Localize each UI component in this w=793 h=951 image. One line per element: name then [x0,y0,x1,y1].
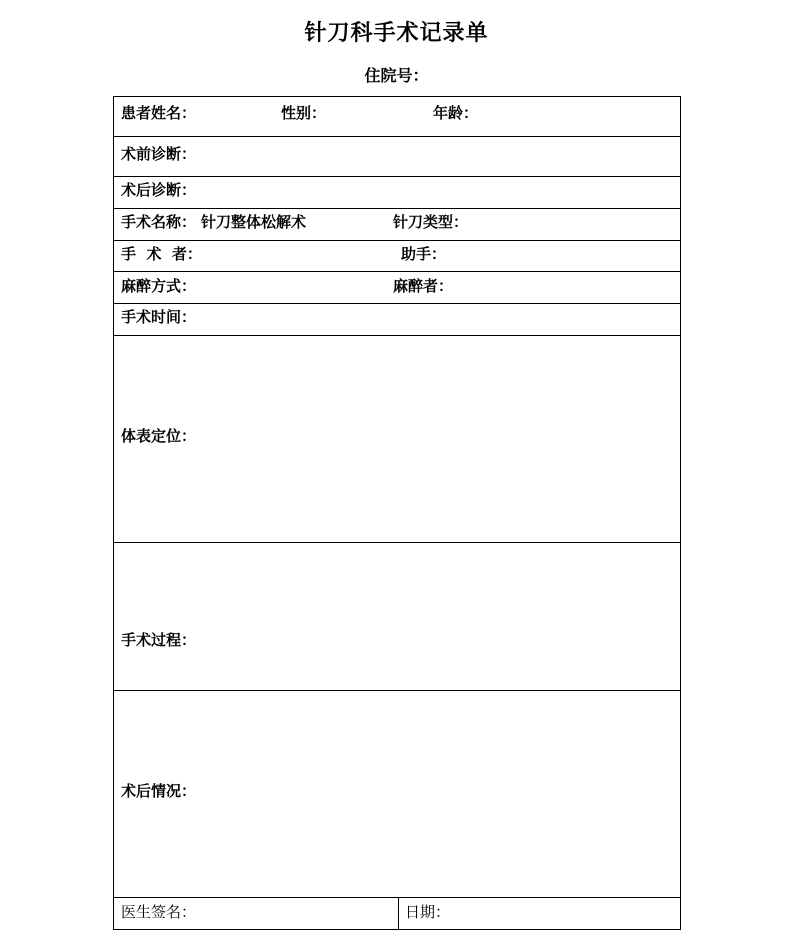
row-postop-condition [113,690,681,898]
admission-number-label: 住院号： [364,66,429,85]
age-label: 年龄： [433,104,479,122]
row-surgical-procedure [113,542,681,690]
row-patient-info [113,96,681,137]
surgery-name-value: 针刀整体松解术 [201,213,307,231]
row-body-surface-positioning [113,335,681,543]
surgery-name-label: 手术名称： [121,213,197,231]
row-preop-diagnosis [113,136,681,177]
form-title: 针刀科手术记录单 [304,20,489,46]
postop-diagnosis-label: 术后诊断： [121,181,197,199]
doctor-signature-label: 医生签名： [121,903,197,921]
row-surgery-name [113,208,681,241]
signature-divider [398,898,399,929]
surgical-procedure-label: 手术过程： [121,631,197,649]
body-surface-positioning-label: 体表定位： [121,427,197,445]
surgeon-label: 手 术 者： [121,245,202,263]
assistant-label: 助手： [401,245,447,263]
postop-condition-label: 术后情况： [121,782,197,800]
anesthesia-method-label: 麻醉方式： [121,277,197,295]
row-postop-diagnosis [113,176,681,209]
surgery-time-label: 手术时间： [121,308,197,326]
date-label: 日期： [405,903,451,921]
row-signature [113,897,681,930]
gender-label: 性别： [281,104,327,122]
row-surgeon [113,240,681,272]
needle-type-label: 针刀类型： [393,213,469,231]
preop-diagnosis-label: 术前诊断： [121,145,197,163]
anesthetist-label: 麻醉者： [393,277,454,295]
patient-name-label: 患者姓名： [121,104,197,122]
row-anesthesia [113,271,681,304]
row-surgery-time [113,303,681,336]
